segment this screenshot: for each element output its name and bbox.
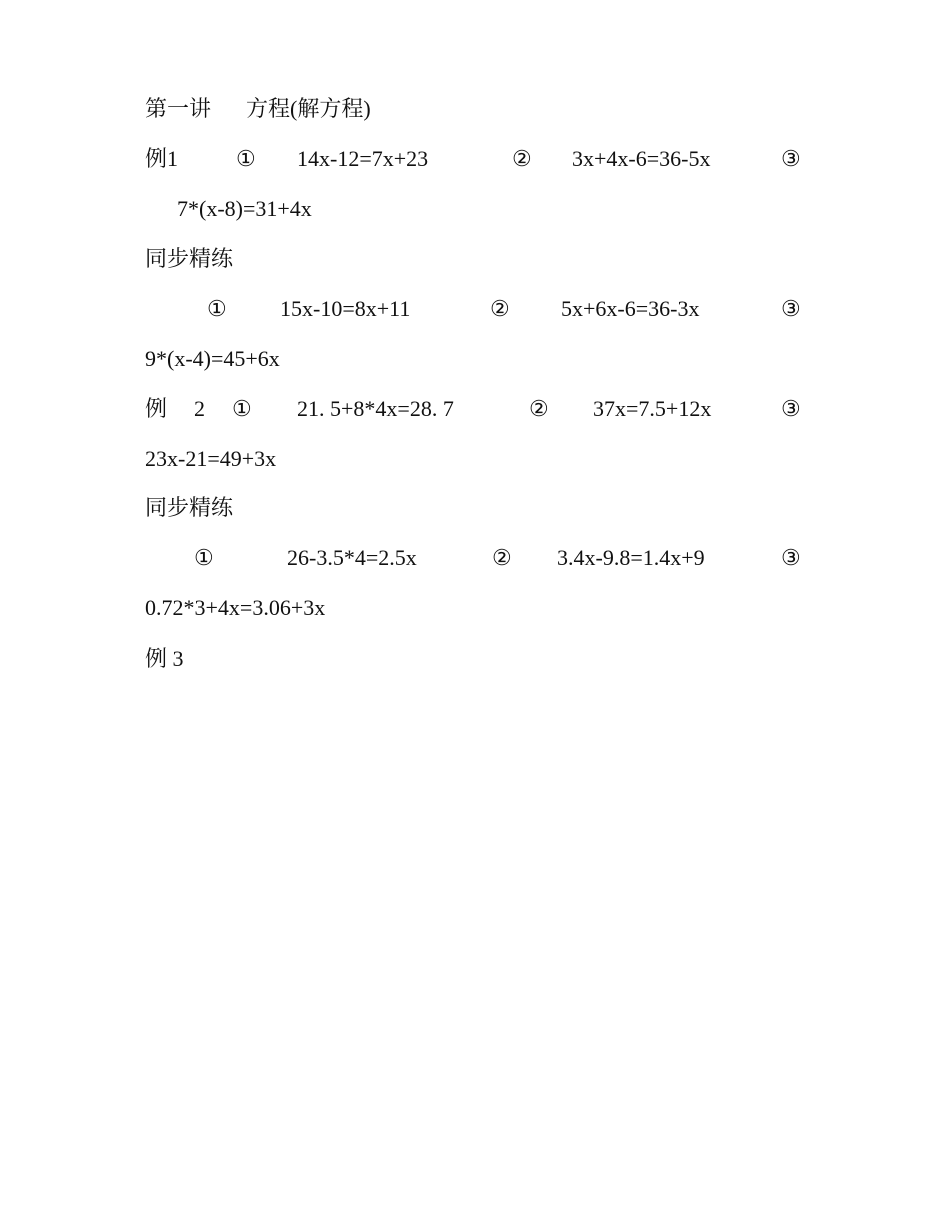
example1-equation-1: 14x-12=7x+23	[297, 146, 429, 171]
example2-wrap-line	[0, 444, 950, 474]
practice1-marker-2: ②	[490, 296, 510, 321]
practice1-equation-2: 5x+6x-6=36-3x	[561, 296, 700, 321]
practice1-wrap-line	[0, 344, 950, 374]
example2-equation-1: 21. 5+8*4x=28. 7	[297, 396, 454, 421]
example2-label-word: 例	[145, 396, 168, 421]
example2-equation-2: 37x=7.5+12x	[593, 396, 712, 421]
example2-marker-2: ②	[529, 396, 549, 421]
example2-marker-1: ①	[232, 396, 252, 421]
practice1-marker-3: ③	[781, 296, 801, 321]
example1-marker-3: ③	[781, 146, 801, 171]
practice2-equation-3: 0.72*3+4x=3.06+3x	[145, 595, 326, 620]
example1-equation-2: 3x+4x-6=36-5x	[572, 146, 711, 171]
example2-equation-3: 23x-21=49+3x	[145, 446, 277, 471]
practice2-line	[0, 543, 950, 573]
lecture-title: 第一讲	[145, 96, 212, 121]
example1-label: 例1	[145, 146, 179, 171]
example3-line	[0, 644, 950, 674]
example1-wrap-line	[0, 194, 950, 224]
example1-marker-1: ①	[236, 146, 256, 171]
lecture-subtitle: 方程(解方程)	[246, 96, 371, 121]
practice2-marker-3: ③	[781, 545, 801, 570]
practice2-equation-2: 3.4x-9.8=1.4x+9	[557, 545, 705, 570]
practice1-equation-3: 9*(x-4)=45+6x	[145, 346, 280, 371]
practice2-equation-1: 26-3.5*4=2.5x	[287, 545, 417, 570]
example2-marker-3: ③	[781, 396, 801, 421]
lecture-title-line	[0, 94, 950, 124]
practice1-line	[0, 294, 950, 324]
example1-equation-3: 7*(x-8)=31+4x	[177, 196, 312, 221]
example1-line	[0, 144, 950, 174]
practice1-marker-1: ①	[207, 296, 227, 321]
practice1-heading: 同步精练	[145, 246, 234, 271]
example2-line	[0, 394, 950, 424]
practice2-heading-line	[0, 493, 950, 523]
practice1-heading-line	[0, 244, 950, 274]
practice2-marker-2: ②	[492, 545, 512, 570]
practice2-wrap-line	[0, 593, 950, 623]
example3-label: 例 3	[145, 646, 184, 671]
practice2-marker-1: ①	[194, 545, 214, 570]
example1-marker-2: ②	[512, 146, 532, 171]
practice2-heading: 同步精练	[145, 495, 234, 520]
example2-label-number: 2	[194, 396, 205, 421]
practice1-equation-1: 15x-10=8x+11	[280, 296, 411, 321]
